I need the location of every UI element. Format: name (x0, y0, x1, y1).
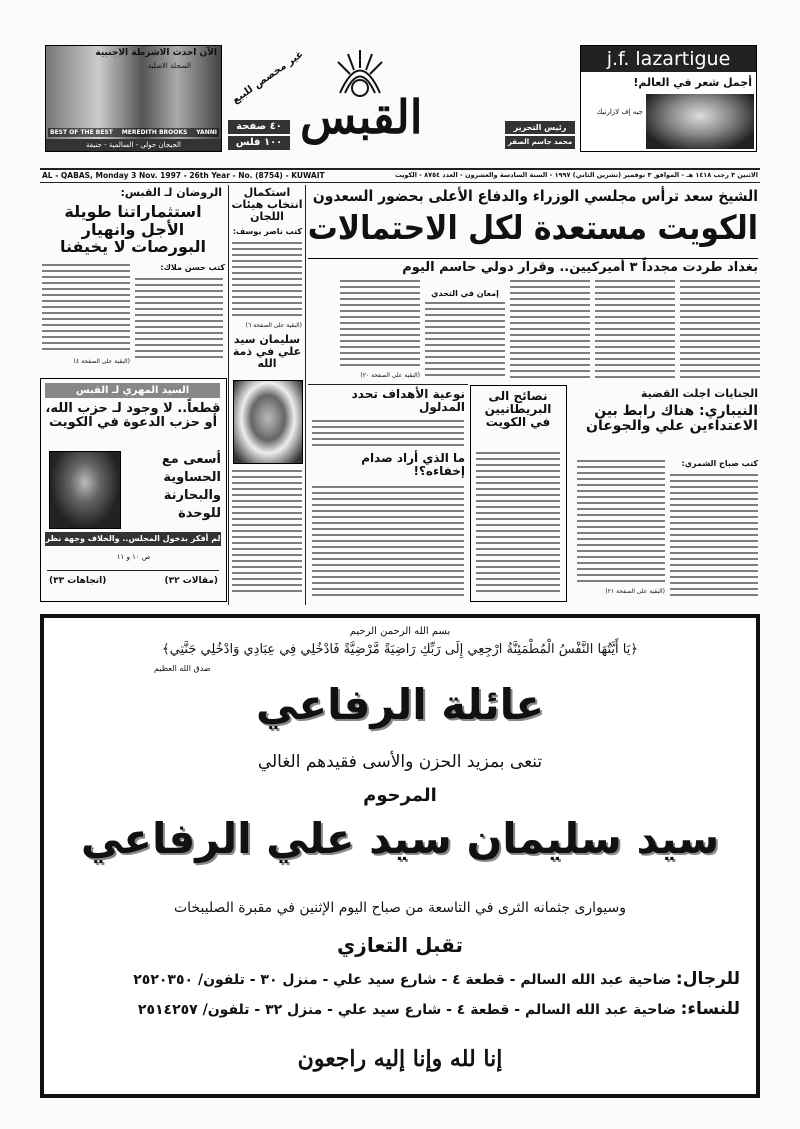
sadaqa: صدق الله العظيم (154, 664, 211, 673)
ad-footer: الجيجان حولي - السالمية - جنيفة (46, 139, 221, 151)
dateline-english: AL - QABAS, Monday 3 Nov. 1997 - 26th Year - No. (8754) - KUWAIT (42, 171, 325, 180)
obituary-news-body (232, 470, 302, 595)
editor-label: رئيس التحرير (505, 121, 575, 134)
obituary-news-headline: سليمان سيد علي في ذمة الله (232, 333, 302, 371)
mohri-bar: لم أفكر بدخول المجلس.. والخلاف وجهة نظر (45, 532, 221, 546)
lead-headline: الكويت مستعدة لكل الاحتمالات (307, 208, 758, 247)
burial-text: وسيوارى جثمانه الثرى في التاسعة من صباح اليوم الإثنين في مقبرة الصليبخات (173, 900, 627, 916)
targets-headline-2: ما الذي أراد صدام إخفاءه؟! (361, 451, 465, 479)
lead-body-col-5 (340, 280, 420, 368)
quote-line-3: والبحارنة (163, 488, 221, 503)
family-name: عائلة الرفاعي (255, 680, 545, 729)
deceased-name: سيد سليمان سيد علي الرفاعي (80, 814, 720, 863)
ad-brand-ar: جيه إف لازارتيك (596, 108, 643, 116)
condolences-heading: تقبل التعازي (336, 933, 464, 957)
mohri-photo (49, 451, 121, 529)
album-2: MEREDITH BROOKS (121, 129, 188, 136)
nibari-body-2 (577, 460, 665, 582)
women-label: للنساء: (680, 999, 740, 1019)
men-condolence-line (60, 970, 740, 989)
ad-brand: j.f. lazartigue (581, 46, 756, 72)
rodhan-continued: (البقية على الصفحة ٤) (73, 358, 130, 365)
not-for-sale-stamp: غير مخصص للبيع (230, 48, 306, 107)
lead-body-col-3 (510, 280, 590, 380)
ad-slogan: أجمل شعر في العالم! (633, 76, 752, 89)
nibari-headline: النيباري: هناك رابط بين الاعتداءين علي والجوعان (586, 403, 758, 435)
quote-line-1: أسعى مع (161, 452, 221, 467)
ad-sub: السجلة الاصلية (147, 62, 191, 70)
targets-body-2 (312, 486, 464, 596)
ad-headline: الآن احدث الاشرطة الاجنبية (95, 48, 217, 58)
basmala: بسم الله الرحمن الرحيم (349, 626, 451, 637)
women-address: ضاحية عبد الله السالم - قطعة ٤ - شارع سيد علي - منزل ٣٢ - تلفون/ ٢٥١٤٢٥٧ (137, 1002, 677, 1018)
british-body (476, 452, 560, 594)
late-label: المرحوم (363, 785, 437, 806)
women-condolence-line (60, 1000, 740, 1019)
nibari-kicker: الجنايات اجلت القضية (640, 387, 758, 400)
nibari-byline: كتب صباح الشمري: (681, 459, 758, 468)
ad-models-photo (646, 94, 754, 149)
men-address: ضاحية عبد الله السالم - قطعة ٤ - شارع سيد علي - منزل ٣٠ - تلفون/ ٢٥٢٠٣٥٠ (133, 972, 672, 988)
nibari-body-1 (670, 474, 758, 596)
lead-body-col-1 (680, 280, 760, 380)
lead-kicker: الشيخ سعد ترأس مجلسي الوزراء والدفاع الأعلى بحضور السعدون (312, 187, 758, 205)
targets-headline: نوعية الأهداف تحدد المدلول (351, 387, 465, 415)
album-3: YANNI (196, 129, 217, 136)
committees-headline: استكمال انتخاب هيئات اللجان (231, 186, 303, 224)
mohri-interview-box (40, 378, 227, 602)
pages-count: ٤٠ صفحة (228, 120, 290, 134)
left-music-ad (45, 45, 222, 152)
dateline-arabic: الاثنين ٣ رجب ١٤١٨ هـ - الموافق ٣ نوفمبر (تشرين الثاني) ١٩٩٧ - السنة السادسة والعشرون - العدد ٨٧٥٤ - الكويت (395, 171, 758, 179)
rodhan-kicker: الروضان لـ القبس: (120, 186, 222, 199)
album-1: BEST OF THE BEST (50, 129, 113, 136)
logo (300, 48, 423, 158)
price: ١٠٠ فلس (228, 136, 290, 150)
quran-verse: ﴿يَا أَيَّتُهَا النَّفْسُ الْمُطْمَئِنَّةُ ارْجِعِي إِلَى رَبِّكِ رَاضِيَةً مَّرْضِيَّةً فَادْخُلِي فِي عِبَادِي وَادْخُلِي جَنَّتِي﴾ (162, 642, 638, 657)
nibari-continued: (البقية على الصفحة ٢١) (605, 588, 665, 595)
lead-continued: (البقية على الصفحة ٢٠) (360, 372, 420, 379)
rodhan-body-2 (42, 264, 130, 354)
mohri-quote (123, 451, 221, 523)
deceased-photo (233, 380, 303, 464)
quote-line-2: الحساوية (163, 470, 221, 485)
british-box (470, 385, 567, 602)
editor-name: محمد جاسم الصقر (505, 136, 575, 149)
rodhan-body-1 (135, 278, 223, 360)
committees-byline: كتب ناصر يوسف: (232, 227, 302, 236)
mohri-headline: قطعاً.. لا وجود لـ حزب الله، أو حزب الدعوة في الكويت (45, 401, 221, 431)
lead-inner-head: إمعان في التحدي (431, 289, 499, 298)
condolence-ad (40, 614, 760, 1098)
lead-body-col-2 (595, 280, 675, 380)
lead-body-col-4 (425, 302, 505, 380)
committees-body (232, 242, 302, 318)
mohri-pages-ref: ص ١٠ و ١١ (116, 553, 151, 561)
closing-verse: إنا لله وإنا إليه راجعون (297, 1046, 503, 1072)
lead-subhead: بغداد طردت مجدداً ٣ أميركيين.. وقرار دولي حاسم اليوم (308, 258, 758, 275)
men-label: للرجال: (675, 969, 740, 989)
logo-text: القبس (300, 90, 423, 144)
articles-ref: (مقالات ٣٢) (164, 576, 218, 586)
right-lazartigue-ad (580, 45, 757, 152)
quote-line-4: للوحدة (178, 506, 221, 521)
mohri-banner: السيد المهري لـ القبس (45, 383, 220, 398)
committees-continued: (البقية على الصفحة ٦) (245, 322, 302, 329)
rodhan-headline: استثماراتنا طويلة الأجل وانهيار البورصات لا يخيفنا (60, 202, 206, 257)
rodhan-byline: كتب حسن ملاك: (160, 263, 225, 272)
targets-body (312, 420, 464, 446)
mourns-text: تنعى بمزيد الحزن والأسى فقيدهم الغالي (257, 752, 543, 772)
trends-ref: (اتجاهات ٣٣) (49, 576, 107, 586)
british-headline: نصائح الى البريطانيين في الكويت (484, 389, 552, 430)
